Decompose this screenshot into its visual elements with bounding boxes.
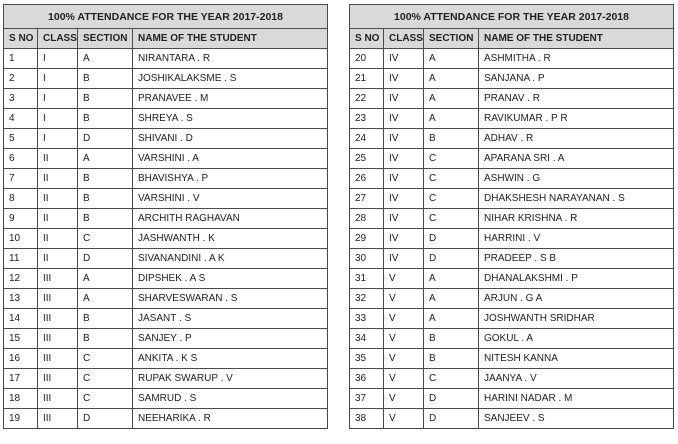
cell-class: II [38, 169, 78, 189]
cell-sno: 12 [4, 269, 38, 289]
table-row [4, 389, 328, 409]
cell-class: V [384, 329, 424, 349]
table-header-row [350, 29, 674, 49]
table-row [350, 249, 674, 269]
table-body [4, 49, 328, 429]
cell-student-name: VARSHINI . A [133, 149, 328, 169]
cell-class: V [384, 269, 424, 289]
table-row [350, 309, 674, 329]
cell-student-name: ADHAV . R [479, 129, 674, 149]
header-section: SECTION [424, 29, 479, 49]
table-row [4, 89, 328, 109]
cell-section: B [78, 109, 133, 129]
cell-sno: 33 [350, 309, 384, 329]
cell-student-name: JASANT . S [133, 309, 328, 329]
cell-class: I [38, 49, 78, 69]
cell-sno: 19 [4, 409, 38, 429]
cell-sno: 17 [4, 369, 38, 389]
cell-class: IV [384, 129, 424, 149]
cell-class: I [38, 129, 78, 149]
cell-student-name: SHARVESWARAN . S [133, 289, 328, 309]
cell-section: C [78, 229, 133, 249]
cell-sno: 37 [350, 389, 384, 409]
cell-class: IV [384, 149, 424, 169]
cell-student-name: ANKITA . K S [133, 349, 328, 369]
cell-student-name: VARSHINI . V [133, 189, 328, 209]
table-row [350, 129, 674, 149]
table-row [4, 269, 328, 289]
cell-class: II [38, 189, 78, 209]
cell-class: IV [384, 209, 424, 229]
table-row [4, 369, 328, 389]
table-row [350, 69, 674, 89]
cell-section: A [424, 89, 479, 109]
cell-student-name: PRANAVEE . M [133, 89, 328, 109]
cell-section: D [424, 409, 479, 429]
cell-section: C [78, 389, 133, 409]
cell-student-name: NEEHARIKA . R [133, 409, 328, 429]
cell-class: IV [384, 109, 424, 129]
cell-section: C [424, 369, 479, 389]
cell-section: A [424, 109, 479, 129]
cell-section: D [78, 129, 133, 149]
cell-section: B [424, 129, 479, 149]
cell-student-name: JASHWANTH . K [133, 229, 328, 249]
cell-sno: 26 [350, 169, 384, 189]
cell-student-name: SANJEEV . S [479, 409, 674, 429]
table-row [350, 389, 674, 409]
table-body [350, 49, 674, 429]
cell-class: IV [384, 89, 424, 109]
cell-section: B [78, 329, 133, 349]
cell-sno: 5 [4, 129, 38, 149]
cell-student-name: RUPAK SWARUP . V [133, 369, 328, 389]
cell-section: D [424, 249, 479, 269]
cell-section: B [424, 349, 479, 369]
table-row [350, 169, 674, 189]
table-row [350, 229, 674, 249]
cell-sno: 8 [4, 189, 38, 209]
table-row [4, 149, 328, 169]
cell-student-name: JOSHIKALAKSME . S [133, 69, 328, 89]
table-row [350, 349, 674, 369]
cell-sno: 1 [4, 49, 38, 69]
cell-class: III [38, 289, 78, 309]
cell-student-name: ASHMITHA . R [479, 49, 674, 69]
cell-class: I [38, 69, 78, 89]
cell-sno: 25 [350, 149, 384, 169]
cell-student-name: SHIVANI . D [133, 129, 328, 149]
table-row [4, 249, 328, 269]
cell-sno: 38 [350, 409, 384, 429]
cell-section: A [424, 269, 479, 289]
cell-student-name: SANJEY . P [133, 329, 328, 349]
table-row [350, 189, 674, 209]
table-row [4, 349, 328, 369]
cell-sno: 11 [4, 249, 38, 269]
table-row [350, 329, 674, 349]
cell-student-name: HARRINI . V [479, 229, 674, 249]
cell-student-name: JOSHWANTH SRIDHAR [479, 309, 674, 329]
table-row [4, 309, 328, 329]
cell-section: B [424, 329, 479, 349]
cell-student-name: SIVANANDINI . A K [133, 249, 328, 269]
cell-section: C [78, 369, 133, 389]
cell-class: II [38, 229, 78, 249]
cell-section: A [424, 69, 479, 89]
cell-student-name: ARCHITH RAGHAVAN [133, 209, 328, 229]
table-row [4, 229, 328, 249]
table-row [350, 409, 674, 429]
table-row [4, 209, 328, 229]
cell-section: A [424, 49, 479, 69]
cell-sno: 29 [350, 229, 384, 249]
cell-sno: 21 [350, 69, 384, 89]
cell-student-name: PRANAV . R [479, 89, 674, 109]
cell-section: C [424, 169, 479, 189]
cell-section: C [424, 149, 479, 169]
cell-sno: 35 [350, 349, 384, 369]
cell-section: B [78, 89, 133, 109]
cell-section: B [78, 309, 133, 329]
cell-student-name: BHAVISHYA . P [133, 169, 328, 189]
cell-sno: 14 [4, 309, 38, 329]
cell-section: A [78, 149, 133, 169]
cell-section: A [424, 309, 479, 329]
table-row [4, 289, 328, 309]
cell-class: III [38, 309, 78, 329]
cell-student-name: DHANALAKSHMI . P [479, 269, 674, 289]
cell-student-name: SAMRUD . S [133, 389, 328, 409]
cell-student-name: ARJUN . G A [479, 289, 674, 309]
cell-student-name: NIHAR KRISHNA . R [479, 209, 674, 229]
table-row [4, 49, 328, 69]
cell-class: III [38, 369, 78, 389]
cell-class: III [38, 329, 78, 349]
cell-class: V [384, 389, 424, 409]
cell-class: V [384, 349, 424, 369]
cell-sno: 27 [350, 189, 384, 209]
cell-sno: 24 [350, 129, 384, 149]
cell-sno: 4 [4, 109, 38, 129]
cell-section: A [78, 269, 133, 289]
table-title-row [4, 5, 328, 29]
cell-sno: 13 [4, 289, 38, 309]
cell-student-name: RAVIKUMAR . P R [479, 109, 674, 129]
cell-section: D [424, 229, 479, 249]
cell-class: III [38, 269, 78, 289]
table-row [350, 209, 674, 229]
cell-section: C [78, 349, 133, 369]
cell-student-name: DHAKSHESH NARAYANAN . S [479, 189, 674, 209]
cell-sno: 10 [4, 229, 38, 249]
cell-student-name: NIRANTARA . R [133, 49, 328, 69]
cell-student-name: SHREYA . S [133, 109, 328, 129]
table-row [4, 409, 328, 429]
cell-class: II [38, 249, 78, 269]
cell-sno: 16 [4, 349, 38, 369]
table-row [4, 109, 328, 129]
header-sno: S NO [350, 29, 384, 49]
cell-section: D [424, 389, 479, 409]
cell-sno: 28 [350, 209, 384, 229]
cell-student-name: SANJANA . P [479, 69, 674, 89]
cell-section: B [78, 209, 133, 229]
cell-student-name: NITESH KANNA [479, 349, 674, 369]
cell-sno: 31 [350, 269, 384, 289]
attendance-table-right [349, 4, 674, 429]
cell-class: III [38, 349, 78, 369]
cell-student-name: PRADEEP . S B [479, 249, 674, 269]
cell-student-name: GOKUL . A [479, 329, 674, 349]
table-row [4, 169, 328, 189]
table-row [350, 89, 674, 109]
cell-section: D [78, 409, 133, 429]
cell-class: V [384, 369, 424, 389]
table-row [4, 329, 328, 349]
cell-class: I [38, 89, 78, 109]
cell-class: V [384, 289, 424, 309]
cell-student-name: APARANA SRI . A [479, 149, 674, 169]
header-student-name: NAME OF THE STUDENT [479, 29, 674, 49]
cell-class: IV [384, 249, 424, 269]
cell-sno: 15 [4, 329, 38, 349]
cell-section: A [78, 49, 133, 69]
cell-sno: 36 [350, 369, 384, 389]
cell-class: IV [384, 229, 424, 249]
table-row [4, 69, 328, 89]
table-row [350, 289, 674, 309]
cell-section: B [78, 169, 133, 189]
cell-class: IV [384, 169, 424, 189]
cell-sno: 3 [4, 89, 38, 109]
cell-student-name: HARINI NADAR . M [479, 389, 674, 409]
table-title: 100% ATTENDANCE FOR THE YEAR 2017-2018 [4, 5, 328, 29]
table-row [4, 189, 328, 209]
cell-student-name: ASHWIN . G [479, 169, 674, 189]
table-title: 100% ATTENDANCE FOR THE YEAR 2017-2018 [350, 5, 674, 29]
cell-section: B [78, 189, 133, 209]
table-row [350, 49, 674, 69]
table-row [350, 369, 674, 389]
table-title-row [350, 5, 674, 29]
cell-sno: 20 [350, 49, 384, 69]
attendance-table-left [3, 4, 328, 429]
cell-class: V [384, 309, 424, 329]
cell-student-name: JAANYA . V [479, 369, 674, 389]
header-class: CLASS [38, 29, 78, 49]
cell-section: C [424, 189, 479, 209]
cell-sno: 7 [4, 169, 38, 189]
cell-class: I [38, 109, 78, 129]
cell-sno: 23 [350, 109, 384, 129]
cell-sno: 30 [350, 249, 384, 269]
cell-class: II [38, 209, 78, 229]
cell-section: A [78, 289, 133, 309]
cell-sno: 6 [4, 149, 38, 169]
cell-student-name: DIPSHEK . A S [133, 269, 328, 289]
table-row [350, 109, 674, 129]
table-row [350, 269, 674, 289]
table-row [4, 129, 328, 149]
header-sno: S NO [4, 29, 38, 49]
table-row [350, 149, 674, 169]
header-student-name: NAME OF THE STUDENT [133, 29, 328, 49]
cell-class: II [38, 149, 78, 169]
cell-class: III [38, 389, 78, 409]
cell-class: IV [384, 49, 424, 69]
cell-sno: 32 [350, 289, 384, 309]
header-section: SECTION [78, 29, 133, 49]
cell-section: A [424, 289, 479, 309]
cell-sno: 2 [4, 69, 38, 89]
cell-class: V [384, 409, 424, 429]
cell-section: C [424, 209, 479, 229]
cell-sno: 22 [350, 89, 384, 109]
cell-section: B [78, 69, 133, 89]
cell-sno: 18 [4, 389, 38, 409]
cell-section: D [78, 249, 133, 269]
cell-class: III [38, 409, 78, 429]
header-class: CLASS [384, 29, 424, 49]
cell-sno: 9 [4, 209, 38, 229]
cell-class: IV [384, 69, 424, 89]
table-header-row [4, 29, 328, 49]
cell-class: IV [384, 189, 424, 209]
cell-sno: 34 [350, 329, 384, 349]
